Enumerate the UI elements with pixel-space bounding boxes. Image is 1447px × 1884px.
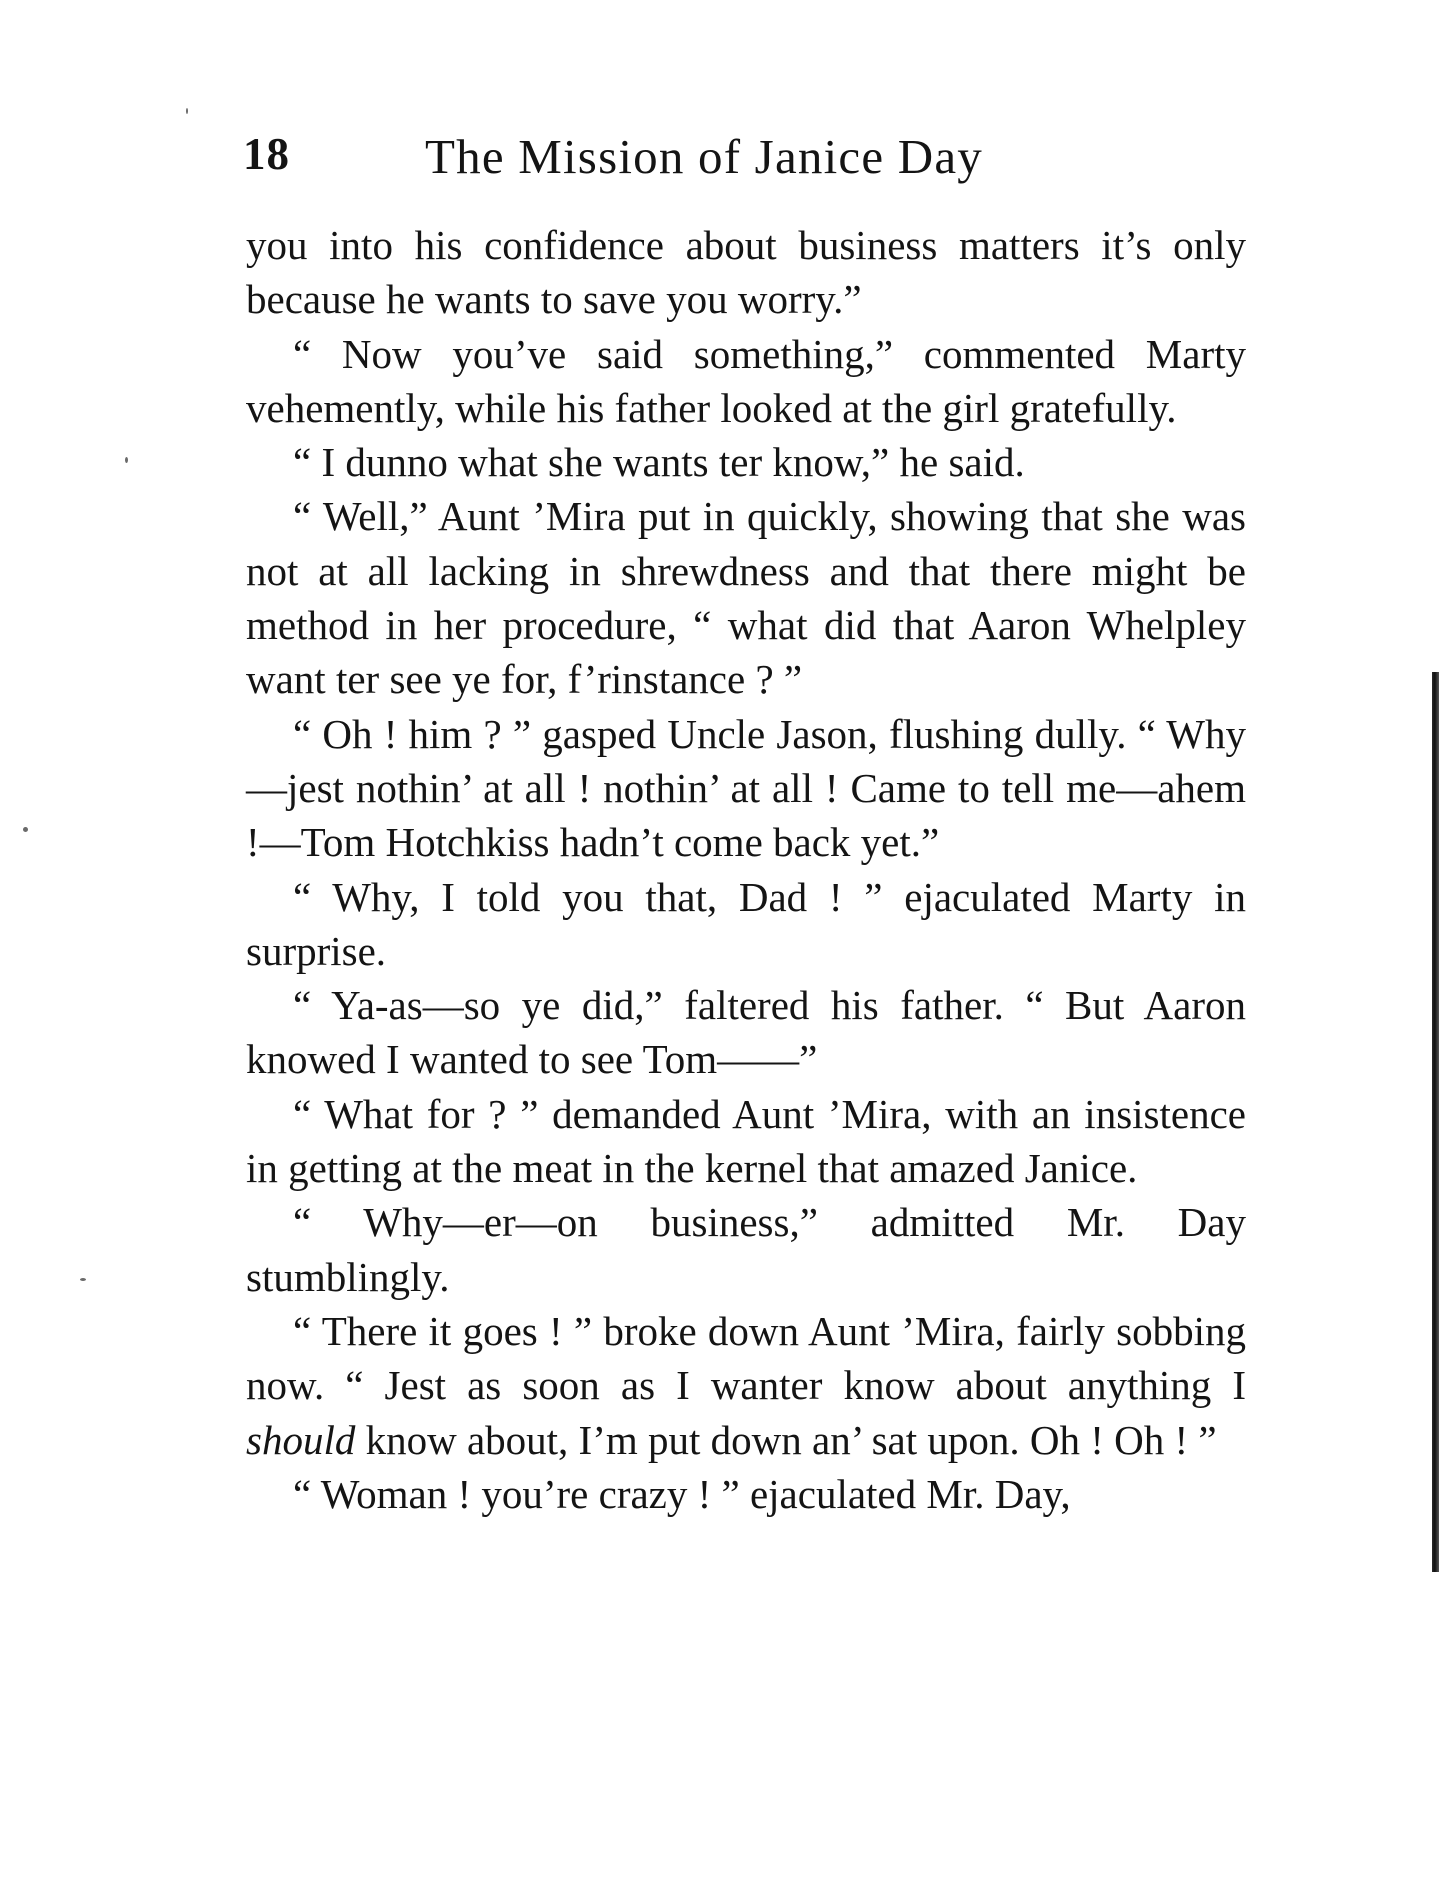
scan-speck: [23, 827, 28, 832]
scan-speck: [125, 457, 128, 463]
paragraph-text: know about, I’m put down an’ sat upon. Oh ! Oh ! ”: [355, 1416, 1217, 1463]
paragraph: [246, 1304, 1246, 1467]
paragraph: “ Ya-as—so ye did,” faltered his father. “ But Aaron knowed I wanted to see Tom——”: [246, 982, 1246, 1083]
body-text: [246, 218, 1246, 1521]
scan-page-edge: [1432, 672, 1439, 1572]
scan-speck: [186, 108, 188, 114]
paragraph: “ What for ? ” demanded Aunt ’Mira, with an insistence in getting at the meat in the kernel that amazed Janice.: [246, 1090, 1246, 1192]
page-number: 18: [243, 129, 290, 179]
paragraph-text: “ There it goes ! ” broke down Aunt ’Mira, fairly sobbing now. “ Jest as soon as I wanter know about anything I: [246, 1307, 1246, 1409]
paragraph: “ Why, I told you that, Dad ! ” ejaculated Marty in surprise.: [246, 873, 1246, 974]
paragraph: “ Now you’ve said something,” commented Marty vehemently, while his father looked at the girl gratefully.: [246, 330, 1246, 431]
paragraph: “ I dunno what she wants ter know,” he said.: [293, 439, 1025, 486]
paragraph: “ Well,” Aunt ’Mira put in quickly, showing that she was not at all lacking in shrewdness and that there might be method in her procedure, “ what did that Aaron Whelpley want ter see ye for, f’rinstance ? ”: [246, 493, 1246, 703]
page-header: [243, 128, 1248, 198]
paragraph: “ Oh ! him ? ” gasped Uncle Jason, flushing dully. “ Why—jest nothin’ at all ! nothin’ at all ! Came to tell me—ahem !—Tom Hotchkiss hadn’t come back yet.”: [246, 710, 1246, 866]
scan-speck: [80, 1278, 86, 1281]
paragraph: you into his confidence about business matters it’s only because he wants to save you worry.”: [246, 222, 1246, 323]
running-title: The Mission of Janice Day: [425, 129, 983, 184]
emphasized-word: should: [246, 1416, 356, 1463]
paragraph: “ Why—er—on business,” admitted Mr. Day stumblingly.: [246, 1199, 1246, 1300]
paragraph: “ Woman ! you’re crazy ! ” ejaculated Mr. Day,: [293, 1470, 1071, 1517]
